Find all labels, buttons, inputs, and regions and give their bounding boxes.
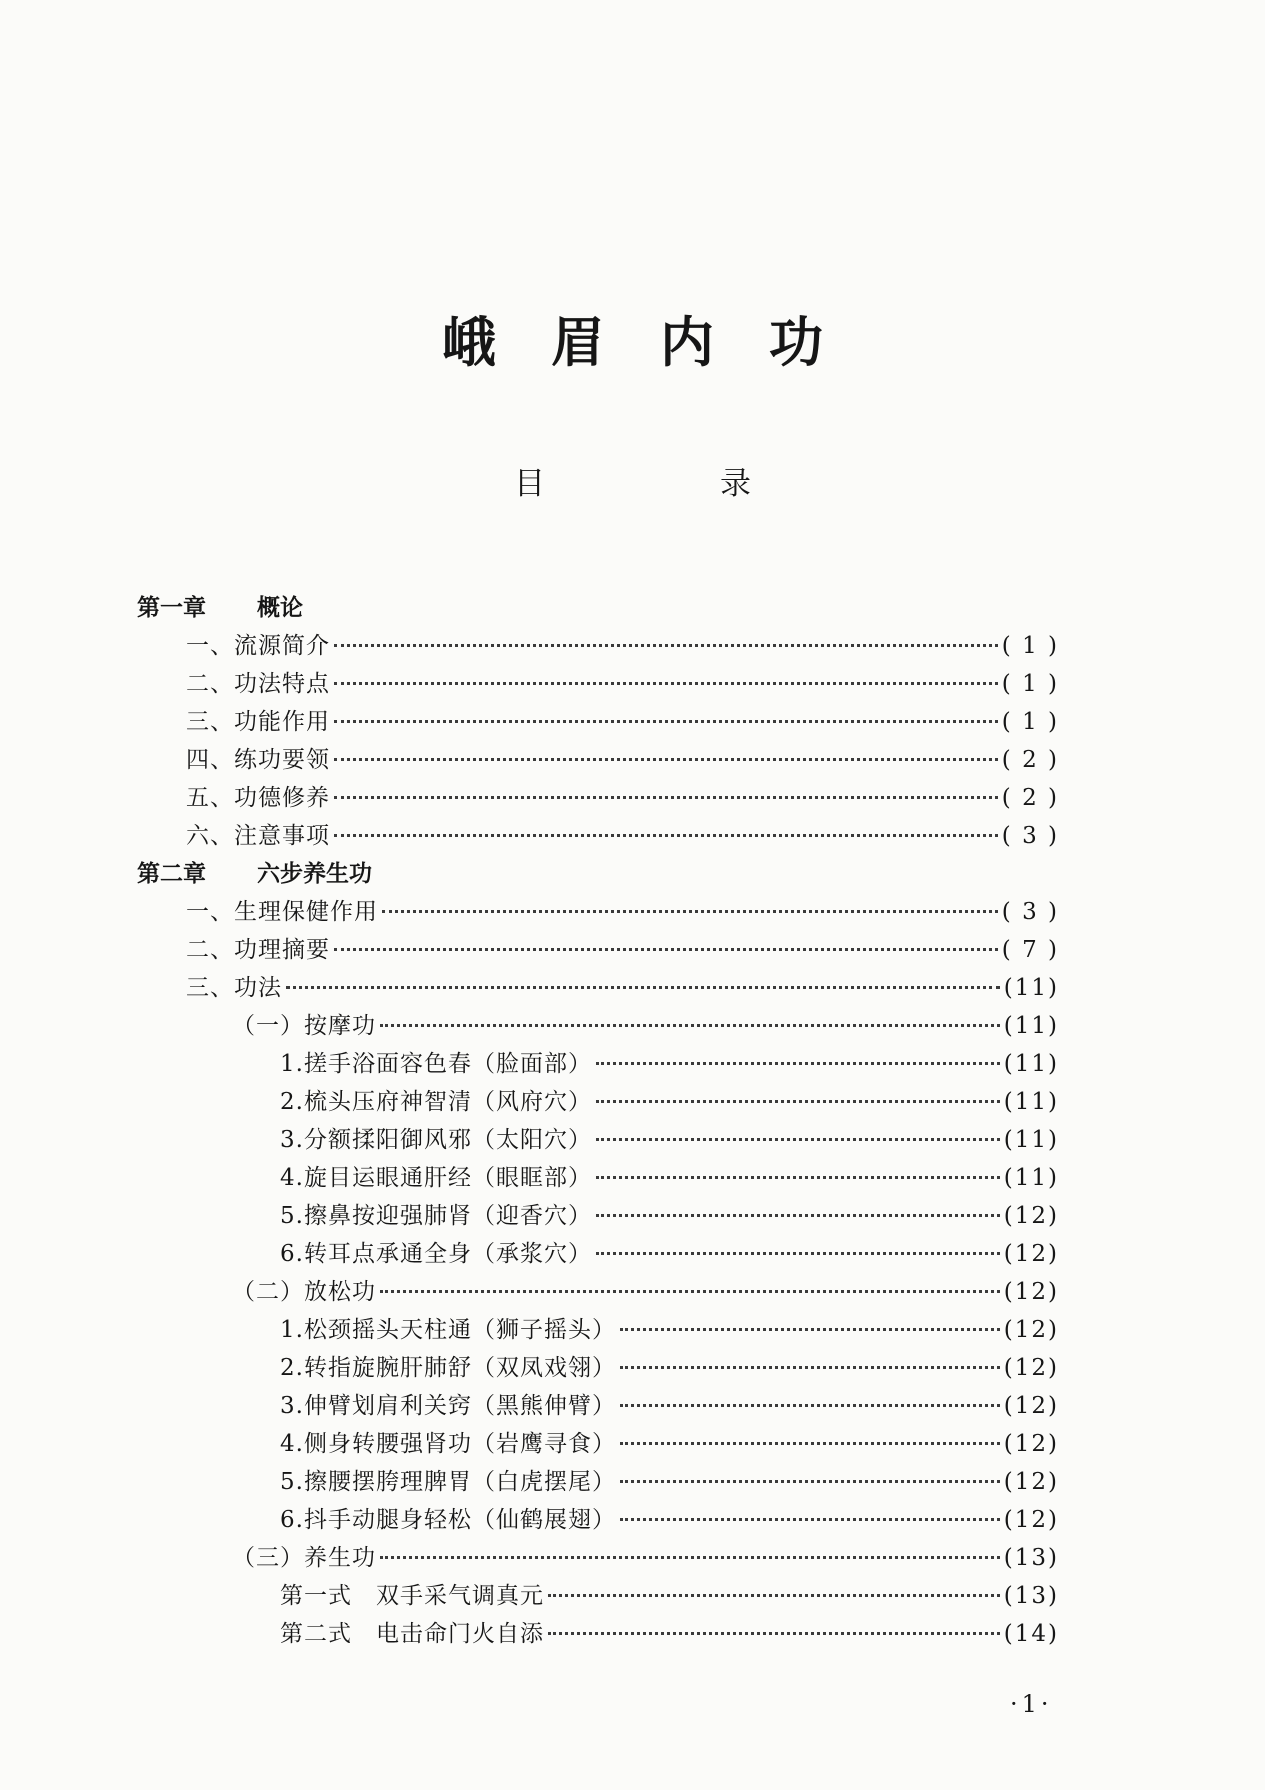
chapter-number: 第二章 [137,860,206,887]
dot-leader [286,984,1000,989]
dot-leader [596,1174,1000,1179]
toc-entry-page: (12) [1003,1241,1059,1267]
toc-entry-page: (12) [1003,1317,1059,1343]
dot-leader [334,642,998,647]
dot-leader [334,832,998,837]
toc-entry-label: 二、功法特点 [186,671,330,697]
toc-entry-page: ( 2 ) [1001,785,1059,811]
toc-entry[interactable] [186,896,1059,928]
toc-entry-page: (13) [1003,1545,1059,1571]
toc-entry-page: ( 7 ) [1001,937,1059,963]
page-number: ·1· [1010,1690,1053,1718]
toc-entry-label: 3.分额揉阳御风邪（太阳穴） [280,1127,592,1153]
toc-entry-label: 2.转指旋腕肝肺舒（双凤戏翎） [280,1355,616,1381]
dot-leader [620,1402,1000,1407]
dot-leader [382,908,998,913]
toc-entry-page: ( 1 ) [1001,633,1059,659]
dot-leader [334,718,998,723]
dot-leader [620,1478,1000,1483]
dot-leader [548,1630,1000,1635]
toc-entry-page: (11) [1003,1127,1059,1153]
dot-leader [380,1022,1000,1027]
toc-entry[interactable] [280,1580,1059,1612]
dot-leader [548,1592,1000,1597]
toc-entry-page: (11) [1003,1165,1059,1191]
toc-entry[interactable] [232,1010,1059,1042]
toc-entry-page: (11) [1003,1051,1059,1077]
toc-entry[interactable] [280,1390,1059,1422]
chapter-heading [137,592,1037,624]
toc-entry[interactable] [280,1352,1059,1384]
toc-heading: 目 录 [514,466,823,502]
toc-entry-label: 第二式 电击命门火自添 [280,1621,544,1647]
toc-entry-page: (11) [1003,975,1059,1001]
toc-entry-page: (12) [1003,1355,1059,1381]
chapter-title: 概论 [257,594,303,621]
toc-entry-label: （二）放松功 [232,1279,376,1305]
toc-entry-label: 一、流源简介 [186,633,330,659]
toc-entry-label: 六、注意事项 [186,823,330,849]
chapter-title: 六步养生功 [257,860,372,887]
dot-leader [596,1136,1000,1141]
toc-entry-page: ( 1 ) [1001,709,1059,735]
toc-entry-label: 第一式 双手采气调真元 [280,1583,544,1609]
toc-entry[interactable] [280,1466,1059,1498]
toc-entry-page: (12) [1003,1507,1059,1533]
toc-entry-page: (12) [1003,1279,1059,1305]
toc-entry-page: (12) [1003,1431,1059,1457]
dot-leader [620,1516,1000,1521]
toc-entry-page: (11) [1003,1089,1059,1115]
dot-leader [334,794,998,799]
toc-entry-page: (12) [1003,1203,1059,1229]
toc-entry-label: （三）养生功 [232,1545,376,1571]
toc-entry[interactable] [280,1504,1059,1536]
toc-entry[interactable] [186,630,1059,662]
toc-entry-page: ( 2 ) [1001,747,1059,773]
toc-entry[interactable] [186,782,1059,814]
toc-entry[interactable] [280,1162,1059,1194]
toc-entry[interactable] [186,706,1059,738]
toc-entry-page: ( 3 ) [1001,823,1059,849]
toc-entry-page: (13) [1003,1583,1059,1609]
dot-leader [380,1288,1000,1293]
toc-entry[interactable] [280,1428,1059,1460]
dot-leader [334,946,998,951]
toc-entry-label: 五、功德修养 [186,785,330,811]
toc-entry[interactable] [280,1200,1059,1232]
toc-entry-label: 3.伸臂划肩利关窍（黑熊伸臂） [280,1393,616,1419]
toc-entry-page: ( 1 ) [1001,671,1059,697]
toc-entry-label: 二、功理摘要 [186,937,330,963]
toc-entry-label: 5.擦鼻按迎强肺肾（迎香穴） [280,1203,592,1229]
toc-entry[interactable] [232,1542,1059,1574]
book-title: 峨眉内功 [442,310,878,374]
chapter-heading [137,858,1037,890]
toc-entry-label: 三、功能作用 [186,709,330,735]
toc-entry-label: 6.抖手动腿身轻松（仙鹤展翅） [280,1507,616,1533]
toc-entry-label: （一）按摩功 [232,1013,376,1039]
toc-entry[interactable] [280,1238,1059,1270]
dot-leader [620,1364,1000,1369]
toc-entry-page: (14) [1003,1621,1059,1647]
toc-entry-page: (12) [1003,1393,1059,1419]
toc-entry[interactable] [186,668,1059,700]
toc-entry-label: 三、功法 [186,975,282,1001]
toc-entry[interactable] [280,1314,1059,1346]
toc-entry[interactable] [186,972,1059,1004]
toc-entry[interactable] [186,934,1059,966]
dot-leader [596,1060,1000,1065]
toc-entry[interactable] [280,1048,1059,1080]
toc-entry[interactable] [186,744,1059,776]
dot-leader [380,1554,1000,1559]
toc-entry[interactable] [280,1124,1059,1156]
toc-entry-label: 4.旋目运眼通肝经（眼眶部） [280,1165,592,1191]
toc-entry-page: ( 3 ) [1001,899,1059,925]
toc-entry[interactable] [186,820,1059,852]
dot-leader [334,756,998,761]
toc-entry-label: 6.转耳点承通全身（承浆穴） [280,1241,592,1267]
toc-entry-label: 2.梳头压府神智清（风府穴） [280,1089,592,1115]
toc-entry-label: 4.侧身转腰强肾功（岩鹰寻食） [280,1431,616,1457]
toc-entry-page: (12) [1003,1469,1059,1495]
toc-entry[interactable] [280,1086,1059,1118]
toc-entry[interactable] [232,1276,1059,1308]
dot-leader [620,1440,1000,1445]
toc-entry-label: 四、练功要领 [186,747,330,773]
chapter-number: 第一章 [137,594,206,621]
toc-entry-label: 1.松颈摇头天柱通（狮子摇头） [280,1317,616,1343]
dot-leader [334,680,998,685]
toc-entry-label: 5.擦腰摆胯理脾胃（白虎摆尾） [280,1469,616,1495]
toc-entry-page: (11) [1003,1013,1059,1039]
toc-entry[interactable] [280,1618,1059,1650]
dot-leader [596,1098,1000,1103]
dot-leader [596,1250,1000,1255]
toc-entry-label: 1.搓手浴面容色春（脸面部） [280,1051,592,1077]
dot-leader [620,1326,1000,1331]
toc-entry-label: 一、生理保健作用 [186,899,378,925]
dot-leader [596,1212,1000,1217]
